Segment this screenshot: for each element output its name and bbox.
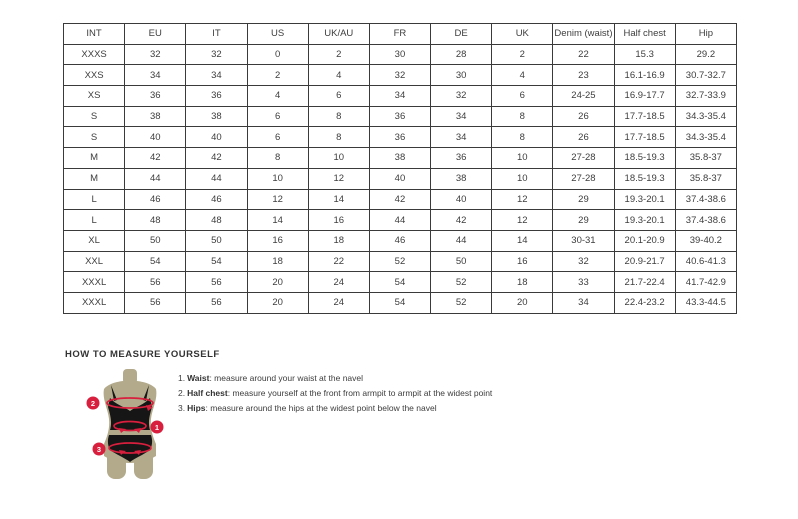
column-header: DE bbox=[431, 24, 492, 45]
size-cell: 6 bbox=[247, 127, 308, 148]
size-cell: 37.4-38.6 bbox=[675, 189, 736, 210]
size-cell: 38 bbox=[125, 106, 186, 127]
size-cell: 20.1-20.9 bbox=[614, 230, 675, 251]
table-row bbox=[64, 106, 737, 127]
step-label: Half chest bbox=[187, 388, 228, 398]
size-cell: 48 bbox=[125, 210, 186, 231]
step-text: : measure yourself at the front from armpit to armpit at the widest point bbox=[227, 388, 493, 398]
size-cell: XXXL bbox=[64, 272, 125, 293]
size-cell: 26 bbox=[553, 106, 614, 127]
size-cell: 38 bbox=[369, 148, 430, 169]
size-cell: 40 bbox=[125, 127, 186, 148]
column-header: UK bbox=[492, 24, 553, 45]
size-cell: 34.3-35.4 bbox=[675, 106, 736, 127]
size-cell: XXL bbox=[64, 251, 125, 272]
table-row bbox=[64, 127, 737, 148]
size-cell: 30.7-32.7 bbox=[675, 65, 736, 86]
size-cell: 8 bbox=[492, 127, 553, 148]
size-cell: 0 bbox=[247, 44, 308, 65]
step-text: : measure around your waist at the navel bbox=[209, 373, 364, 383]
size-cell: 27-28 bbox=[553, 148, 614, 169]
size-cell: 48 bbox=[186, 210, 247, 231]
table-row bbox=[64, 272, 737, 293]
size-cell: 17.7-18.5 bbox=[614, 127, 675, 148]
size-cell: 30 bbox=[369, 44, 430, 65]
size-cell: 41.7-42.9 bbox=[675, 272, 736, 293]
size-cell: 44 bbox=[186, 168, 247, 189]
size-cell: 40 bbox=[431, 189, 492, 210]
size-chart-table-container bbox=[63, 23, 737, 314]
size-cell: 6 bbox=[247, 106, 308, 127]
size-cell: 23 bbox=[553, 65, 614, 86]
size-cell: 24-25 bbox=[553, 86, 614, 107]
size-cell: 36 bbox=[125, 86, 186, 107]
size-cell: 32.7-33.9 bbox=[675, 86, 736, 107]
size-cell: 54 bbox=[369, 292, 430, 313]
size-cell: L bbox=[64, 210, 125, 231]
size-cell: 10 bbox=[247, 168, 308, 189]
size-cell: 4 bbox=[492, 65, 553, 86]
column-header: Half chest bbox=[614, 24, 675, 45]
column-header: Denim (waist) bbox=[553, 24, 614, 45]
size-cell: 46 bbox=[369, 230, 430, 251]
size-cell: 4 bbox=[247, 86, 308, 107]
size-cell: 26 bbox=[553, 127, 614, 148]
size-cell: 14 bbox=[247, 210, 308, 231]
size-cell: 56 bbox=[125, 292, 186, 313]
size-cell: 42 bbox=[125, 148, 186, 169]
size-cell: 32 bbox=[369, 65, 430, 86]
size-cell: 24 bbox=[308, 272, 369, 293]
size-cell: 50 bbox=[431, 251, 492, 272]
size-cell: 8 bbox=[308, 127, 369, 148]
size-cell: 46 bbox=[125, 189, 186, 210]
size-cell: 29.2 bbox=[675, 44, 736, 65]
size-cell: 32 bbox=[431, 86, 492, 107]
step-number: 1. bbox=[178, 373, 186, 383]
step-text: : measure around the hips at the widest point below the navel bbox=[205, 403, 437, 413]
size-cell: 18 bbox=[247, 251, 308, 272]
step-number: 2. bbox=[178, 388, 186, 398]
size-cell: M bbox=[64, 148, 125, 169]
size-cell: 34 bbox=[125, 65, 186, 86]
table-row bbox=[64, 189, 737, 210]
mannequin-illustration bbox=[84, 369, 176, 480]
size-cell: 37.4-38.6 bbox=[675, 210, 736, 231]
size-cell: 42 bbox=[369, 189, 430, 210]
size-cell: 18.5-19.3 bbox=[614, 168, 675, 189]
size-cell: 16 bbox=[492, 251, 553, 272]
size-cell: 14 bbox=[492, 230, 553, 251]
size-cell: 22.4-23.2 bbox=[614, 292, 675, 313]
size-cell: XXS bbox=[64, 65, 125, 86]
size-cell: 44 bbox=[125, 168, 186, 189]
size-cell: 2 bbox=[492, 44, 553, 65]
size-cell: 34 bbox=[186, 65, 247, 86]
table-row bbox=[64, 168, 737, 189]
size-cell: XXXS bbox=[64, 44, 125, 65]
column-header: UK/AU bbox=[308, 24, 369, 45]
column-header: Hip bbox=[675, 24, 736, 45]
size-chart-header bbox=[64, 24, 737, 45]
size-cell: 54 bbox=[125, 251, 186, 272]
size-cell: 56 bbox=[125, 272, 186, 293]
table-row bbox=[64, 210, 737, 231]
size-cell: 19.3-20.1 bbox=[614, 189, 675, 210]
measure-steps-list bbox=[178, 371, 508, 416]
size-cell: 42 bbox=[431, 210, 492, 231]
size-cell: 10 bbox=[492, 148, 553, 169]
size-cell: 30-31 bbox=[553, 230, 614, 251]
size-cell: 16 bbox=[308, 210, 369, 231]
size-cell: 16 bbox=[247, 230, 308, 251]
measure-step-half-chest bbox=[178, 386, 508, 401]
size-cell: 24 bbox=[308, 292, 369, 313]
size-cell: 12 bbox=[492, 189, 553, 210]
size-cell: 2 bbox=[308, 44, 369, 65]
size-cell: 40 bbox=[186, 127, 247, 148]
size-cell: 14 bbox=[308, 189, 369, 210]
size-cell: 20 bbox=[492, 292, 553, 313]
size-cell: 2 bbox=[247, 65, 308, 86]
size-cell: 8 bbox=[247, 148, 308, 169]
size-cell: 30 bbox=[431, 65, 492, 86]
size-cell: 44 bbox=[369, 210, 430, 231]
badge-1-number: 1 bbox=[154, 423, 160, 432]
size-cell: 50 bbox=[125, 230, 186, 251]
column-header: IT bbox=[186, 24, 247, 45]
size-cell: 6 bbox=[492, 86, 553, 107]
size-cell: 34.3-35.4 bbox=[675, 127, 736, 148]
size-cell: 22 bbox=[553, 44, 614, 65]
size-cell: 34 bbox=[431, 106, 492, 127]
table-row bbox=[64, 230, 737, 251]
table-row bbox=[64, 86, 737, 107]
size-cell: M bbox=[64, 168, 125, 189]
size-cell: 28 bbox=[431, 44, 492, 65]
size-cell: 21.7-22.4 bbox=[614, 272, 675, 293]
size-cell: 35.8-37 bbox=[675, 168, 736, 189]
size-cell: 32 bbox=[125, 44, 186, 65]
size-cell: 35.8-37 bbox=[675, 148, 736, 169]
size-cell: 10 bbox=[308, 148, 369, 169]
size-cell: 52 bbox=[431, 272, 492, 293]
size-cell: 8 bbox=[308, 106, 369, 127]
table-row bbox=[64, 251, 737, 272]
size-cell: 36 bbox=[431, 148, 492, 169]
size-cell: 20 bbox=[247, 272, 308, 293]
measure-section-title: HOW TO MEASURE YOURSELF bbox=[65, 349, 220, 360]
size-cell: 52 bbox=[369, 251, 430, 272]
size-cell: 8 bbox=[492, 106, 553, 127]
table-row bbox=[64, 292, 737, 313]
size-cell: 12 bbox=[308, 168, 369, 189]
size-cell: 4 bbox=[308, 65, 369, 86]
size-cell: 36 bbox=[369, 127, 430, 148]
size-cell: XL bbox=[64, 230, 125, 251]
size-cell: 18 bbox=[492, 272, 553, 293]
step-label: Waist bbox=[187, 373, 210, 383]
size-cell: 50 bbox=[186, 230, 247, 251]
size-cell: 34 bbox=[431, 127, 492, 148]
column-header: FR bbox=[369, 24, 430, 45]
size-cell: 12 bbox=[492, 210, 553, 231]
step-number: 3. bbox=[178, 403, 186, 413]
measure-step-hips bbox=[178, 401, 508, 416]
size-cell: 18 bbox=[308, 230, 369, 251]
size-cell: 38 bbox=[431, 168, 492, 189]
size-cell: 56 bbox=[186, 292, 247, 313]
column-header: US bbox=[247, 24, 308, 45]
size-cell: 52 bbox=[431, 292, 492, 313]
column-header: INT bbox=[64, 24, 125, 45]
measurement-figure bbox=[84, 369, 176, 480]
step-label: Hips bbox=[187, 403, 206, 413]
size-cell: 16.9-17.7 bbox=[614, 86, 675, 107]
badge-3-number: 3 bbox=[96, 445, 102, 454]
size-cell: 36 bbox=[369, 106, 430, 127]
size-cell: S bbox=[64, 127, 125, 148]
size-cell: 6 bbox=[308, 86, 369, 107]
badge-2-number: 2 bbox=[90, 399, 96, 408]
size-cell: 29 bbox=[553, 189, 614, 210]
size-cell: 12 bbox=[247, 189, 308, 210]
size-cell: 18.5-19.3 bbox=[614, 148, 675, 169]
size-cell: 39-40.2 bbox=[675, 230, 736, 251]
size-cell: XS bbox=[64, 86, 125, 107]
size-cell: 20 bbox=[247, 292, 308, 313]
measure-step-waist bbox=[178, 371, 508, 386]
size-cell: 36 bbox=[186, 86, 247, 107]
size-cell: 54 bbox=[369, 272, 430, 293]
size-cell: 44 bbox=[431, 230, 492, 251]
table-row bbox=[64, 44, 737, 65]
size-cell: L bbox=[64, 189, 125, 210]
table-row bbox=[64, 65, 737, 86]
size-cell: 32 bbox=[553, 251, 614, 272]
size-cell: 33 bbox=[553, 272, 614, 293]
size-cell: 34 bbox=[369, 86, 430, 107]
size-cell: 27-28 bbox=[553, 168, 614, 189]
size-cell: 34 bbox=[553, 292, 614, 313]
size-cell: 19.3-20.1 bbox=[614, 210, 675, 231]
size-cell: XXXL bbox=[64, 292, 125, 313]
size-cell: 32 bbox=[186, 44, 247, 65]
size-cell: 15.3 bbox=[614, 44, 675, 65]
size-cell: 54 bbox=[186, 251, 247, 272]
size-chart-body bbox=[64, 44, 737, 313]
size-cell: 56 bbox=[186, 272, 247, 293]
size-cell: 22 bbox=[308, 251, 369, 272]
size-cell: S bbox=[64, 106, 125, 127]
size-cell: 29 bbox=[553, 210, 614, 231]
size-cell: 46 bbox=[186, 189, 247, 210]
size-cell: 42 bbox=[186, 148, 247, 169]
column-header: EU bbox=[125, 24, 186, 45]
table-row bbox=[64, 148, 737, 169]
size-cell: 38 bbox=[186, 106, 247, 127]
size-chart-table bbox=[63, 23, 737, 314]
size-cell: 17.7-18.5 bbox=[614, 106, 675, 127]
size-cell: 10 bbox=[492, 168, 553, 189]
size-cell: 16.1-16.9 bbox=[614, 65, 675, 86]
size-cell: 43.3-44.5 bbox=[675, 292, 736, 313]
size-cell: 40 bbox=[369, 168, 430, 189]
size-cell: 20.9-21.7 bbox=[614, 251, 675, 272]
size-cell: 40.6-41.3 bbox=[675, 251, 736, 272]
